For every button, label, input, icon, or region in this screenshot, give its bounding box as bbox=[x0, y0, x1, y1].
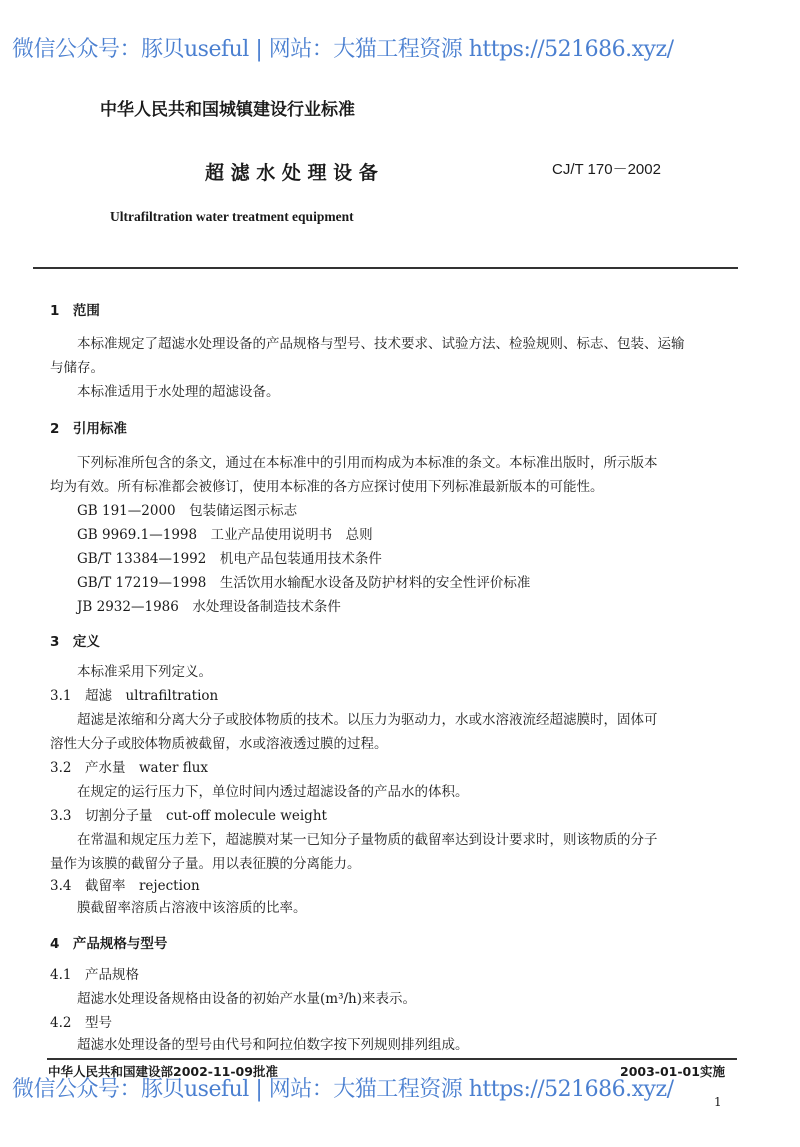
effective-date: 2003-01-01实施 bbox=[620, 1064, 725, 1079]
text-line: 4.2 型号 bbox=[50, 1015, 112, 1031]
footer-divider bbox=[47, 1058, 737, 1060]
watermark-top: 微信公众号：豚贝useful | 网站：大猫工程资源 https://521686.xyz/ bbox=[12, 37, 674, 62]
standard-code: CJ/T 170－2002 bbox=[552, 161, 661, 178]
text-line: 4.1 产品规格 bbox=[50, 967, 139, 983]
section-heading: 2 引用标准 bbox=[50, 421, 127, 437]
text-line: 3.3 切割分子量 cut-off molecule weight bbox=[50, 808, 327, 824]
text-line: 超滤水处理设备规格由设备的初始产水量(m³/h)来表示。 bbox=[77, 991, 416, 1007]
text-line: 3.4 截留率 rejection bbox=[50, 878, 200, 894]
text-line: GB/T 13384—1992 机电产品包装通用技术条件 bbox=[77, 551, 382, 567]
text-line: 本标准采用下列定义。 bbox=[77, 664, 212, 680]
text-line: GB 9969.1—1998 工业产品使用说明书 总则 bbox=[77, 527, 373, 543]
document-title: 超 滤 水 处 理 设 备 bbox=[205, 162, 378, 184]
approval-date: 中华人民共和国建设部2002-11-09批准 bbox=[48, 1064, 278, 1079]
text-line: 3.2 产水量 water flux bbox=[50, 760, 209, 776]
text-line: 量作为该膜的截留分子量。用以表征膜的分离能力。 bbox=[50, 856, 361, 872]
text-line: 均为有效。所有标准都会被修订，使用本标准的各方应探讨使用下列标准最新版本的可能性。 bbox=[50, 479, 604, 495]
text-line: 3.1 超滤 ultrafiltration bbox=[50, 688, 219, 704]
text-line: 与储存。 bbox=[50, 360, 104, 376]
issuing-org: 中华人民共和国城镇建设行业标准 bbox=[100, 100, 355, 120]
document-title-en: Ultrafiltration water treatment equipment bbox=[110, 209, 354, 224]
header-divider bbox=[33, 267, 738, 269]
section-heading: 4 产品规格与型号 bbox=[50, 936, 168, 952]
text-line: 本标准适用于水处理的超滤设备。 bbox=[77, 384, 280, 400]
text-line: GB 191—2000 包装储运图示标志 bbox=[77, 503, 298, 519]
text-line: 下列标准所包含的条文，通过在本标准中的引用而构成为本标准的条文。本标准出版时，所示版本 bbox=[77, 455, 658, 471]
text-line: 超滤水处理设备的型号由代号和阿拉伯数字按下列规则排列组成。 bbox=[77, 1037, 469, 1053]
text-line: 超滤是浓缩和分离大分子或胶体物质的技术。以压力为驱动力，水或水溶液流经超滤膜时，固体可 bbox=[77, 712, 658, 728]
watermark-bottom: 微信公众号：豚贝useful | 网站：大猫工程资源 https://521686.xyz/ bbox=[12, 1077, 674, 1102]
text-line: 在常温和规定压力差下，超滤膜对某一已知分子量物质的截留率达到设计要求时，则该物质的分子 bbox=[77, 832, 658, 848]
page-number: 1 bbox=[714, 1095, 722, 1109]
text-line: 溶性大分子或胶体物质被截留，水或溶液透过膜的过程。 bbox=[50, 736, 388, 752]
text-line: JB 2932—1986 水处理设备制造技术条件 bbox=[77, 599, 341, 615]
section-heading: 1 范围 bbox=[50, 303, 100, 319]
section-heading: 3 定义 bbox=[50, 634, 100, 650]
text-line: 在规定的运行压力下，单位时间内透过超滤设备的产品水的体积。 bbox=[77, 784, 469, 800]
text-line: GB/T 17219—1998 生活饮用水输配水设备及防护材料的安全性评价标准 bbox=[77, 575, 531, 591]
text-line: 膜截留率溶质占溶液中该溶质的比率。 bbox=[77, 900, 307, 916]
text-line: 本标准规定了超滤水处理设备的产品规格与型号、技术要求、试验方法、检验规则、标志、包装、运输 bbox=[77, 336, 685, 352]
